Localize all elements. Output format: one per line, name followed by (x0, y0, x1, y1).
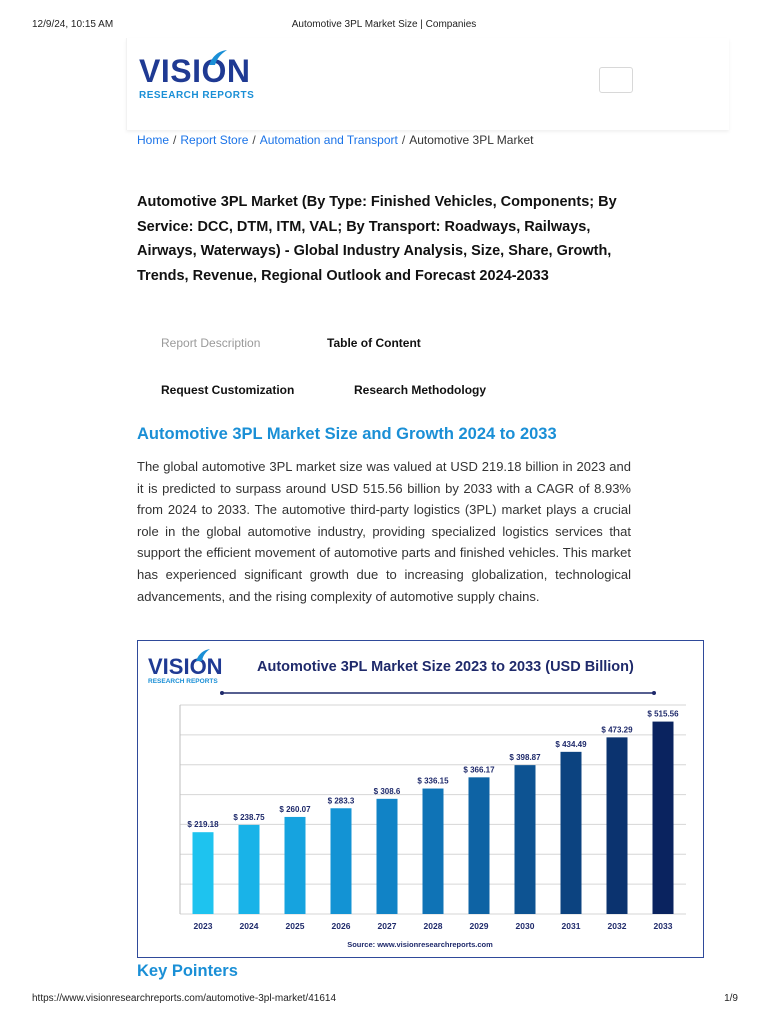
logo-subtitle: RESEARCH REPORTS (139, 90, 255, 101)
print-header (0, 0, 768, 30)
value-label-2023: $ 219.18 (187, 820, 219, 830)
logo-swoosh-icon (207, 49, 229, 67)
value-label-2029: $ 366.17 (463, 765, 495, 775)
logo-wordmark: VISION (139, 53, 251, 89)
tab-report-description[interactable]: Report Description (161, 336, 261, 350)
breadcrumb (137, 133, 533, 147)
tab-table-of-content[interactable]: Table of Content (327, 336, 421, 350)
breadcrumb-home[interactable]: Home (137, 133, 170, 147)
section-heading: Automotive 3PL Market Size and Growth 2024 to 2033 (137, 425, 557, 443)
chart-x-ticks (194, 921, 673, 931)
breadcrumb-report-store[interactable]: Report Store (180, 133, 249, 147)
chart-title: Automotive 3PL Market Size 2023 to 2033 (USD Billion) (257, 659, 634, 675)
value-label-2024: $ 238.75 (233, 812, 265, 822)
tab-research-methodology[interactable]: Research Methodology (354, 383, 487, 397)
breadcrumb-current: Automotive 3PL Market (409, 133, 534, 147)
bar-2033 (653, 722, 674, 914)
market-size-chart (137, 640, 704, 958)
chart-title-rule-dot (220, 691, 224, 695)
value-label-2028: $ 336.15 (417, 776, 449, 786)
x-tick-2025: 2025 (285, 921, 305, 931)
site-header (126, 38, 729, 130)
report-title: Automotive 3PL Market (By Type: Finished Vehicles, Components; By Service: DCC, DTM, ITM, VAL; By Transport: Roadways, Railways, Airways, Waterways) - Global Industry Analysis, Size, Share, Growth, Trends, Revenue, Regional Outlook and Forecast 2024-2033 (137, 194, 617, 284)
bar-2027 (377, 799, 398, 914)
site-logo[interactable] (139, 55, 254, 101)
chart-bars (193, 722, 674, 914)
bar-2031 (561, 752, 582, 914)
x-tick-2029: 2029 (469, 921, 489, 931)
x-tick-2031: 2031 (561, 921, 581, 931)
breadcrumb-automation-transport[interactable]: Automation and Transport (259, 133, 398, 147)
bar-2030 (515, 765, 536, 914)
breadcrumb-separator: / (173, 133, 177, 147)
bar-2023 (193, 832, 214, 914)
value-label-2027: $ 308.6 (373, 786, 401, 796)
print-url: https://www.visionresearchreports.com/automotive-3pl-market/41614 (32, 993, 337, 1004)
chart-logo-sub: RESEARCH REPORTS (148, 678, 218, 685)
print-page-number: 1/9 (724, 993, 738, 1004)
x-tick-2026: 2026 (331, 921, 351, 931)
print-doc-title: Automotive 3PL Market Size | Companies (291, 19, 477, 30)
bar-2028 (423, 789, 444, 914)
value-label-2030: $ 398.87 (509, 753, 541, 763)
bar-2025 (285, 817, 306, 914)
value-label-2026: $ 283.3 (327, 796, 355, 806)
value-label-2032: $ 473.29 (601, 725, 633, 735)
x-tick-2030: 2030 (515, 921, 535, 931)
bar-2032 (607, 737, 628, 914)
chart-svg (138, 641, 703, 957)
print-footer (0, 990, 768, 1010)
x-tick-2023: 2023 (193, 921, 213, 931)
chart-logo-word: VISION (148, 654, 223, 679)
x-tick-2033: 2033 (653, 921, 673, 931)
key-pointers-heading: Key Pointers (137, 962, 238, 980)
print-timestamp: 12/9/24, 10:15 AM (32, 19, 114, 30)
bar-2026 (331, 808, 352, 914)
x-tick-2032: 2032 (607, 921, 627, 931)
chart-source: Source: www.visionresearchreports.com (347, 940, 493, 949)
x-tick-2027: 2027 (377, 921, 397, 931)
x-tick-2024: 2024 (239, 921, 259, 931)
bar-2029 (469, 777, 490, 914)
value-label-2031: $ 434.49 (555, 739, 587, 749)
tab-request-customization[interactable]: Request Customization (161, 383, 295, 397)
value-label-2033: $ 515.56 (647, 709, 679, 719)
value-label-2025: $ 260.07 (279, 804, 311, 814)
bar-2024 (239, 825, 260, 914)
x-tick-2028: 2028 (423, 921, 443, 931)
chart-title-rule-dot (652, 691, 656, 695)
section-paragraph: The global automotive 3PL market size was valued at USD 219.18 billion in 2023 and it is predicted to surpass around USD 515.56 billion by 2033 with a CAGR of 8.93% from 2024 to 2033. The automotive third-party logistics (3PL) market plays a crucial role in the global automotive industry, providing specialized logistics services that support the efficient movement of automotive parts and finished vehicles. This market has experienced significant growth due to increasing globalization, technological advancements, and the rising complexity of automotive supply chains. (137, 459, 631, 604)
breadcrumb-separator: / (252, 133, 256, 147)
menu-toggle-button[interactable] (599, 67, 633, 93)
breadcrumb-separator: / (401, 133, 406, 147)
